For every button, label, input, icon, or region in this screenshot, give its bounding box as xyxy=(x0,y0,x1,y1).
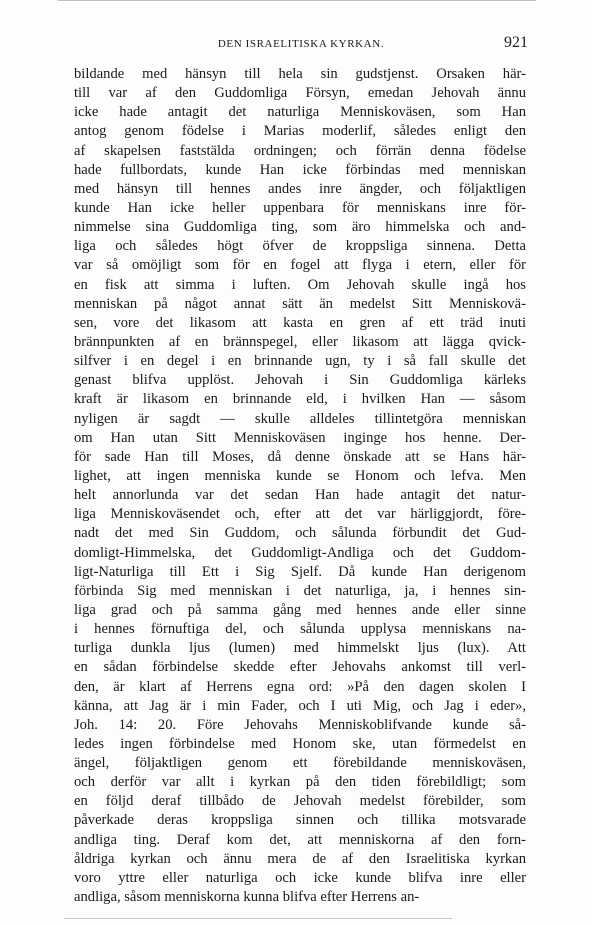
text-line: brännpunkten af en brännspegel, eller likasom att lägga qvick- xyxy=(74,333,526,350)
bottom-rule xyxy=(64,918,452,919)
text-line: silfver i en degel i en brinnande ugn, ty i så fall skulle det xyxy=(74,353,526,370)
text-line: antog genom födelse i Marias moderlif, således enligt den xyxy=(74,123,526,140)
text-line: liga och således högt öfver de kroppsliga sinnena. Detta xyxy=(74,238,526,255)
text-line: turliga dunkla ljus (lumen) med himmelskt ljus (lux). Att xyxy=(74,640,526,657)
body-text xyxy=(74,65,526,907)
text-line: liga Menniskoväsendet och, efter att det var härliggjordt, före- xyxy=(74,506,526,523)
text-line: ledes ingen förbindelse med Honom ske, utan förmedelst en xyxy=(74,735,526,752)
text-line: för sade Han till Moses, då denne önskade att se Hans här- xyxy=(74,448,526,465)
text-line: den, är klart af Herrens egna ord: »På den dagen skolen I xyxy=(74,678,526,695)
text-line: en fisk att simma i luften. Om Jehovah skulle ingå hos xyxy=(74,276,526,293)
text-line: domligt-Himmelska, det Guddomligt-Andliga och det Guddom- xyxy=(74,544,526,561)
text-line: en sådan förbindelse skedde efter Jehovahs ankomst till verl- xyxy=(74,659,526,676)
text-line: liga grad och på samma gång med hennes ande eller sinne xyxy=(74,601,526,618)
text-line: voro yttre eller naturliga och icke kunde blifva inre eller xyxy=(74,869,526,886)
text-line: ängel, följaktligen genom ett förebildande menniskoväsen, xyxy=(74,755,526,772)
text-line: med hänsyn till hennes andes inre ängder, och följaktligen xyxy=(74,180,526,197)
top-rule xyxy=(58,0,536,1)
text-line: sen, vore det likasom att kasta en gren af ett träd inuti xyxy=(74,314,526,331)
text-line: icke hade antagit det naturliga Menniskoväsen, som Han xyxy=(74,104,526,121)
text-line: andliga, såsom menniskorna kunna blifva efter Herrens an- xyxy=(74,889,420,906)
text-line: och derför var allt i kyrkan på den tiden förebildligt; som xyxy=(74,774,526,791)
text-line: lighet, att ingen menniska kunde se Honom och lefva. Men xyxy=(74,467,526,484)
running-title: DEN ISRAELITISKA KYRKAN. xyxy=(217,38,385,50)
text-line: andliga ting. Deraf kom det, att menniskorna af den forn- xyxy=(74,831,526,848)
text-line: nyligen är sagdt — skulle alldeles tillintetgöra menniskan xyxy=(74,410,526,427)
text-line: kunde Han icke heller uppenbara för menniskans inre för- xyxy=(74,199,526,216)
text-line: en följd deraf tillbådo de Jehovah medelst förebilder, som xyxy=(74,793,526,810)
text-line: påverkade deras kroppsliga sinnen och tillika motsvarade xyxy=(74,812,526,829)
text-line: menniskan på något annat sätt än medelst Sitt Menniskovä- xyxy=(74,295,526,312)
text-line: ligt-Naturliga till Ett i Sig Sjelf. Då kunde Han derigenom xyxy=(74,563,526,580)
text-line: om Han utan Sitt Menniskoväsen inginge hos henne. Der- xyxy=(74,429,526,446)
text-line: förbinda Sig med menniskan i det naturliga, ja, i hennes sin- xyxy=(74,582,526,599)
text-line: bildande med hänsyn till hela sin gudstjenst. Orsaken här- xyxy=(74,66,526,82)
page-header xyxy=(74,34,528,56)
page-number: 921 xyxy=(504,34,528,51)
text-line: åldriga kyrkan och ännu mera de af den Israelitiska kyrkan xyxy=(74,850,526,867)
text-line: i hennes förnuftiga del, och sålunda upplysa menniskans na- xyxy=(74,621,526,638)
text-line: nimmelse sina Guddomliga ting, som äro himmelska och and- xyxy=(74,219,526,236)
text-line: nadt det med Sin Guddom, och sålunda förbundit det Gud- xyxy=(74,525,526,542)
text-line: Joh. 14: 20. Före Jehovahs Menniskoblifvande kunde så- xyxy=(74,716,526,733)
text-line: helt annorlunda var det sedan Han hade antagit det natur- xyxy=(74,487,526,504)
text-line: af skapelsen faststälda ordningen; och förrän denna födelse xyxy=(74,142,526,159)
text-line: kraft är likasom en brinnande eld, i hvilken Han — såsom xyxy=(74,391,526,408)
text-line: känna, att Jag är i min Fader, och I uti Mig, och Jag i eder», xyxy=(74,697,526,714)
text-line: genast blifva upplöst. Jehovah i Sin Guddomliga kärleks xyxy=(74,372,526,389)
text-line: hade fullbordats, kunde Han icke förbindas med menniskan xyxy=(74,161,526,178)
text-line: var så omöjligt som för en fogel att flyga i etern, eller för xyxy=(74,257,526,274)
text-line: till var af den Guddomliga Försyn, emedan Jehovah ännu xyxy=(74,85,526,102)
